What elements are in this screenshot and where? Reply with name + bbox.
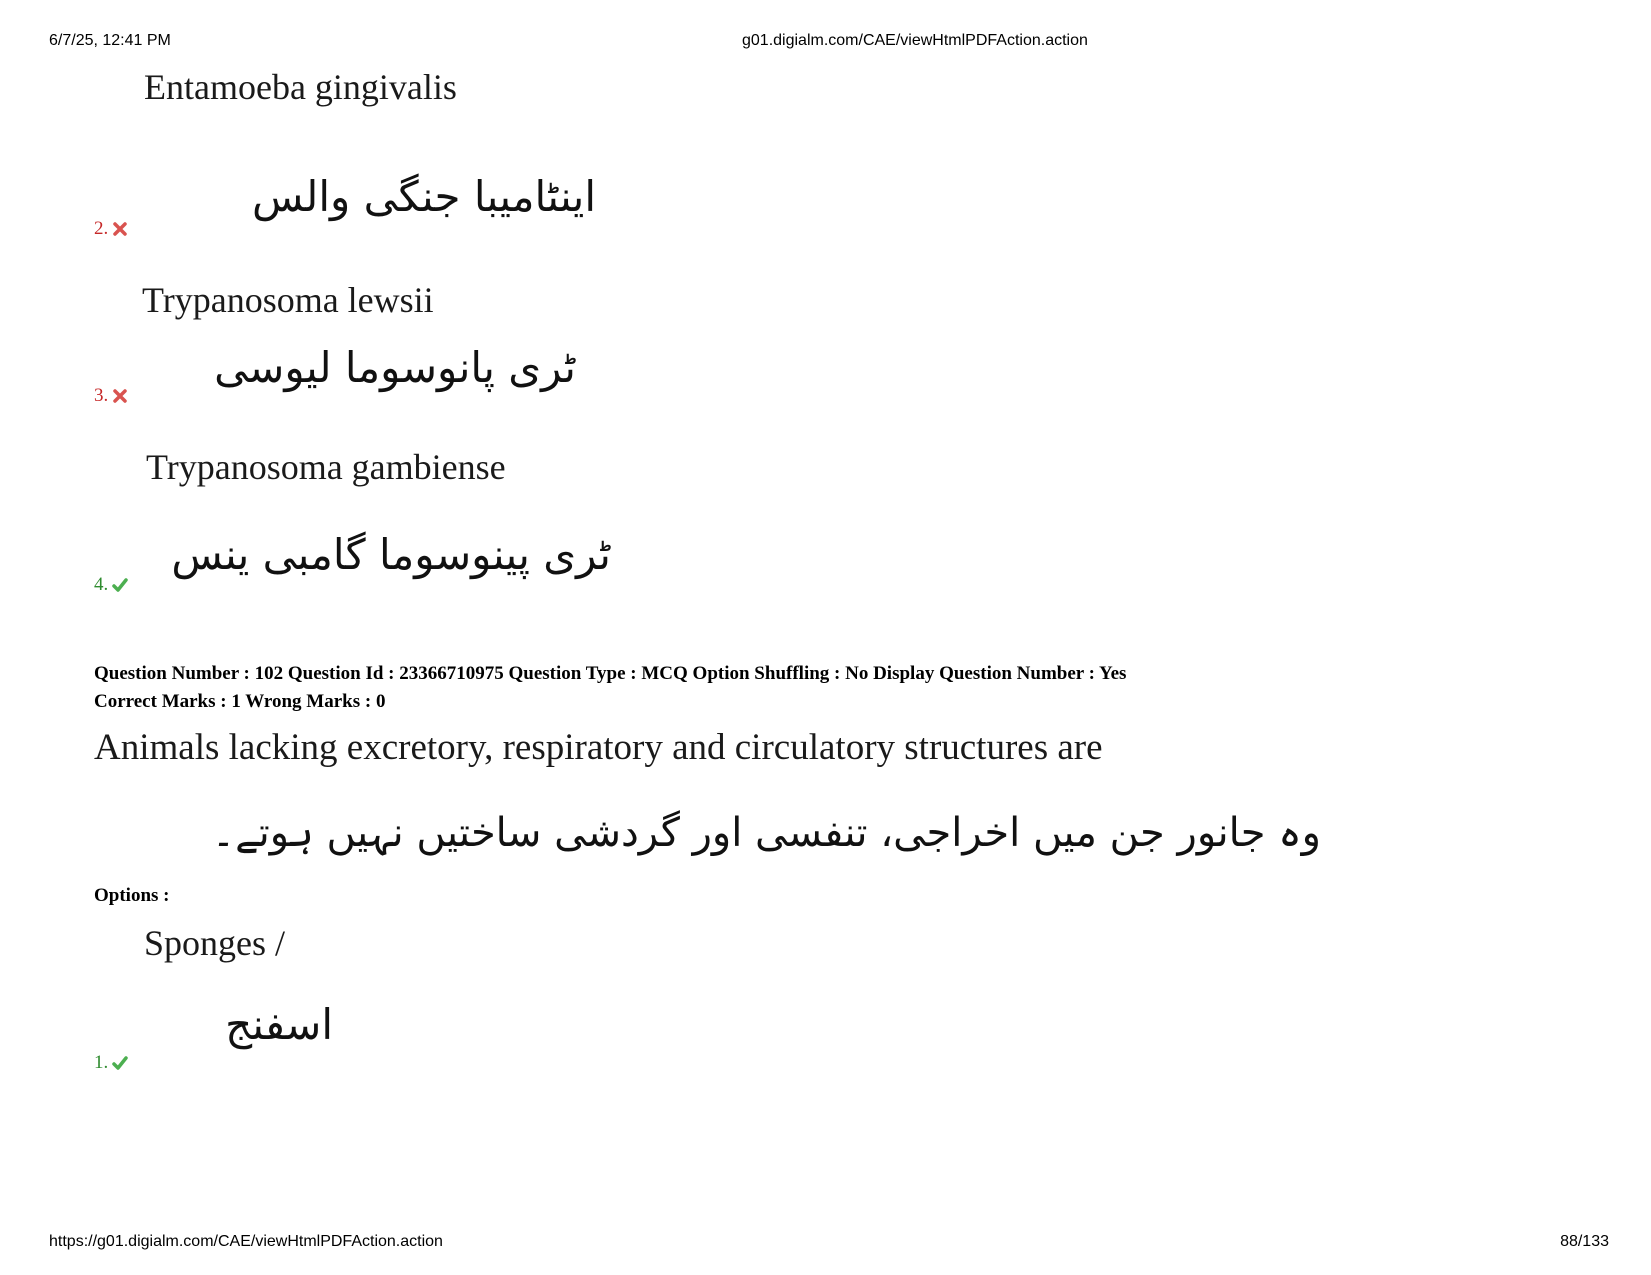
option-3-english: Trypanosoma lewsii [142,280,434,320]
option-number-label: 3. [94,385,109,406]
option-3-number [94,385,128,407]
check-icon [112,1055,128,1071]
page-number: 88/133 [1560,1233,1609,1250]
option-2-urdu: اینٹامیبا جنگی والس [252,172,596,221]
cross-icon [112,221,128,237]
option-1-english: Sponges / [144,923,286,963]
footer-url: https://g01.digialm.com/CAE/viewHtmlPDFAction.action [49,1233,443,1250]
print-datetime: 6/7/25, 12:41 PM [49,32,171,49]
option-2-number [94,218,128,240]
option-number-label: 4. [94,574,109,595]
option-4-number [94,574,128,596]
option-1-number [94,1052,128,1074]
option-number-label: 1. [94,1052,109,1073]
options-label: Options : [94,885,170,906]
check-icon [112,577,128,593]
question-meta-line-2: Correct Marks : 1 Wrong Marks : 0 [94,691,386,712]
option-1-urdu: اسفنج [225,1000,333,1049]
option-4-urdu: ٹری پینوسوما گامبی ینس [171,530,611,579]
option-4-english: Trypanosoma gambiense [146,447,506,487]
option-3-urdu: ٹری پانوسوما لیوسی [214,343,576,392]
cross-icon [112,388,128,404]
option-2-english: Entamoeba gingivalis [144,67,457,107]
question-text-english: Animals lacking excretory, respiratory and circulatory structures are [94,727,1103,768]
question-text-urdu: وہ جانور جن میں اخراجی، تنفسی اور گردشی ساختیں نہیں ہوتے۔ [211,810,1321,856]
print-url: g01.digialm.com/CAE/viewHtmlPDFAction.action [742,32,1088,49]
option-number-label: 2. [94,218,109,239]
question-meta-line-1: Question Number : 102 Question Id : 23366710975 Question Type : MCQ Option Shuffling : No Display Question Number : Yes [94,663,1127,684]
